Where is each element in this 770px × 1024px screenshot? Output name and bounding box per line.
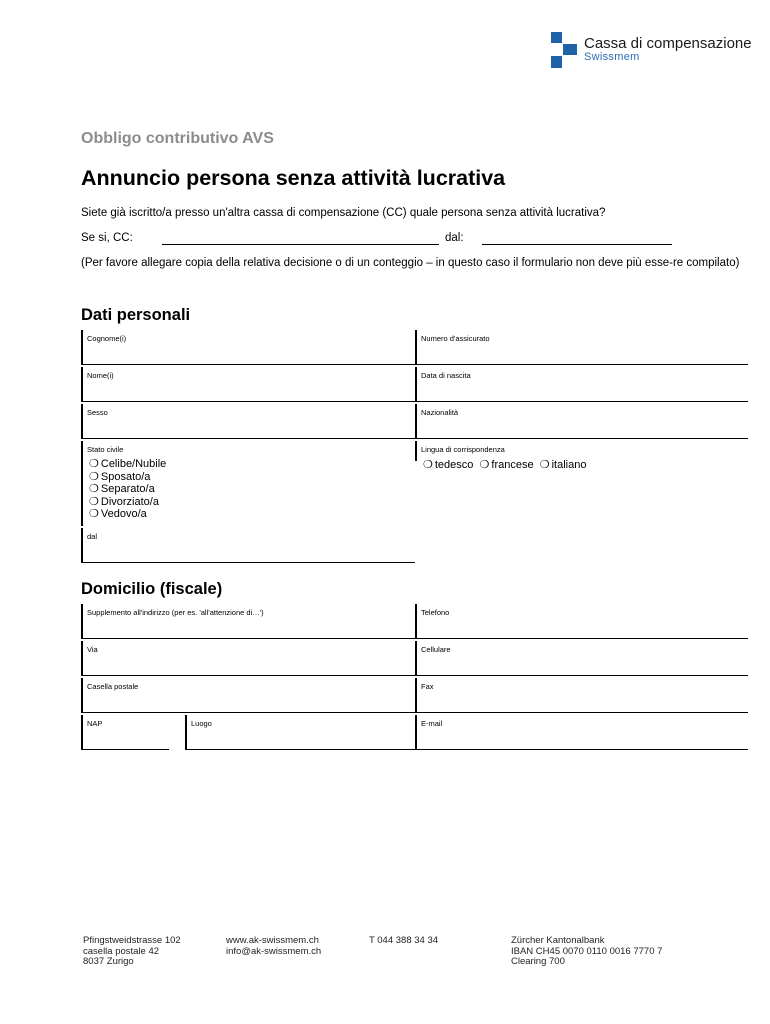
logo-mark (551, 32, 577, 68)
website-link[interactable]: www.ak-swissmem.ch (226, 935, 319, 946)
insured-number-field[interactable] (415, 330, 748, 365)
language-options (423, 458, 586, 471)
nationality-label: Nazionalità (421, 408, 459, 417)
phone-label: Telefono (421, 608, 450, 617)
zip-field[interactable] (81, 715, 169, 750)
fax-label: Fax (421, 682, 434, 691)
sex-field[interactable] (81, 404, 415, 439)
email-link[interactable]: info@ak-swissmem.ch (226, 945, 322, 957)
first-name-label: Nome(i) (87, 371, 114, 380)
sex-label: Sesso (87, 408, 108, 417)
address-supplement-field[interactable] (81, 604, 415, 639)
po-box-label: Casella postale (87, 682, 139, 691)
radio-circle-icon: ❍ (89, 508, 99, 520)
street-label: Via (87, 645, 98, 654)
section-personal-data: Dati personali (81, 306, 191, 324)
cc-since-input[interactable] (482, 244, 672, 245)
zip-label: NAP (87, 719, 103, 728)
if-yes-cc-label: Se si, CC: (81, 232, 133, 244)
radio-celibe[interactable]: ❍ Celibe/Nubile (89, 458, 167, 470)
attachment-note: (Per favore allegare copia della relativa decisione o di un conteggio – in questo caso il formulario non deve più esse-re compilato) (81, 257, 740, 269)
logo-subname: Swissmem (584, 51, 640, 63)
cc-name-input[interactable] (162, 244, 439, 245)
radio-francese[interactable]: ❍ francese (479, 459, 534, 471)
city-field[interactable] (185, 715, 415, 750)
radio-separato[interactable]: ❍ Separato/a (89, 483, 155, 495)
radio-italiano[interactable]: ❍ italiano (539, 459, 587, 471)
mobile-label: Cellulare (421, 645, 451, 654)
footer-bank: Zürcher Kantonalbank IBAN CH45 0070 0110 0016 7770 7 Clearing 700 (511, 935, 663, 967)
radio-circle-icon: ❍ (89, 483, 99, 495)
footer-web (226, 936, 321, 957)
mobile-field[interactable] (415, 641, 748, 676)
previous-cc-question: Siete già iscritto/a presso un'altra cassa di compensazione (CC) quale persona senza attività lucrativa? (81, 207, 606, 219)
logo-name: Cassa di compensazione (584, 35, 752, 52)
birth-date-field[interactable] (415, 367, 748, 402)
form-kicker: Obbligo contributivo AVS (81, 130, 274, 147)
cc-since-label: dal: (445, 232, 464, 244)
radio-circle-icon: ❍ (89, 495, 99, 508)
po-box-field[interactable] (81, 678, 415, 713)
radio-circle-icon: ❍ (423, 459, 433, 471)
footer-address: Pfingstweidstrasse 102 casella postale 42 8037 Zurigo (83, 935, 181, 967)
footer-phone: T 044 388 34 34 (369, 935, 439, 946)
radio-circle-icon: ❍ (89, 470, 99, 483)
nationality-field[interactable] (415, 404, 748, 439)
radio-vedovo[interactable]: ❍ Vedovo/a (89, 508, 147, 520)
language-label: Lingua di corrispondenza (421, 445, 505, 454)
radio-sposato[interactable]: ❍ Sposato/a (89, 470, 151, 483)
surname-field[interactable] (81, 330, 415, 365)
fax-field[interactable] (415, 678, 748, 713)
radio-divorziato[interactable]: ❍ Divorziato/a (89, 495, 159, 508)
civil-status-field (81, 441, 415, 526)
address-supplement-label: Supplemento all'indirizzo (per es. 'all'attenzione di…') (87, 608, 264, 617)
surname-label: Cognome(i) (87, 334, 127, 343)
birth-date-label: Data di nascita (421, 371, 471, 380)
insured-number-label: Numero d'assicurato (421, 334, 490, 343)
city-label: Luogo (191, 719, 212, 728)
since-label: dal (87, 532, 98, 541)
section-domicile: Domicilio (fiscale) (81, 580, 223, 598)
civil-status-label: Stato civile (87, 445, 124, 454)
email-label: E-mail (421, 719, 443, 728)
civil-status-since-field[interactable] (81, 528, 415, 563)
radio-tedesco[interactable]: ❍ tedesco (423, 459, 474, 471)
language-field (415, 441, 748, 471)
street-field[interactable] (81, 641, 415, 676)
first-name-field[interactable] (81, 367, 415, 402)
radio-circle-icon: ❍ (89, 458, 99, 470)
email-field[interactable] (415, 715, 748, 750)
civil-status-options (89, 458, 166, 521)
radio-circle-icon: ❍ (479, 459, 490, 471)
phone-field[interactable] (415, 604, 748, 639)
page-title: Annuncio persona senza attività lucrativa (81, 166, 506, 190)
radio-circle-icon: ❍ (539, 459, 550, 471)
